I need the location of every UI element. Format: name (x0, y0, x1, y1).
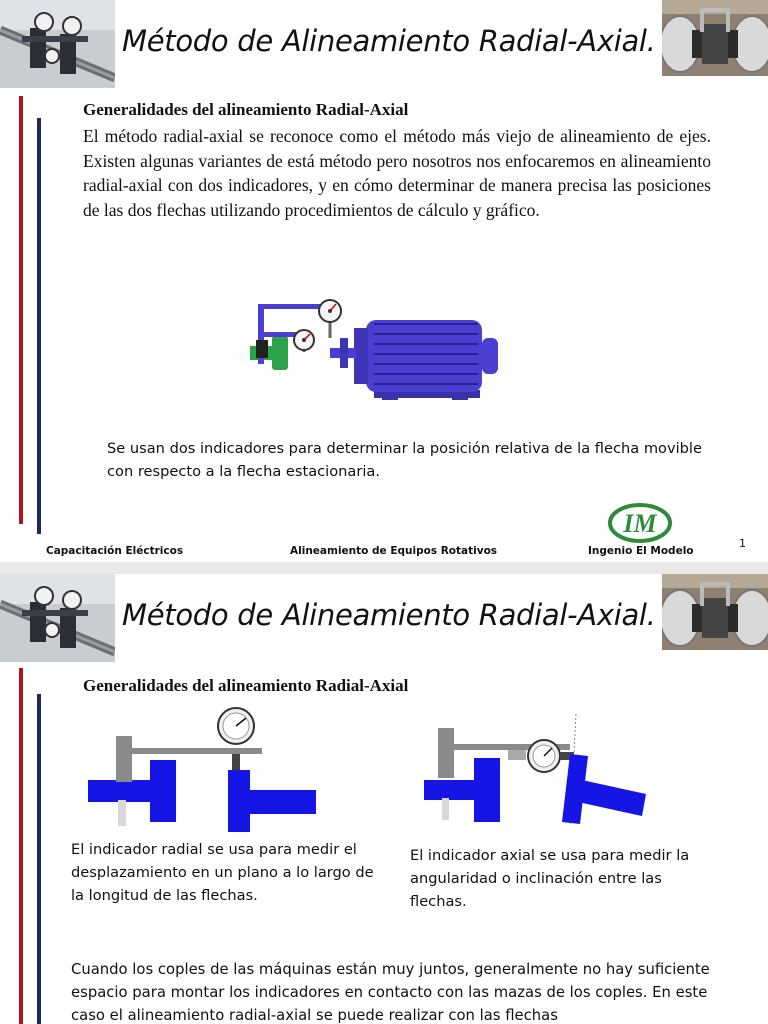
accent-bar-navy (37, 694, 41, 1024)
radial-indicator-diagram (86, 704, 318, 834)
alignment-fixture-photo (0, 574, 115, 662)
section-heading: Generalidades del alineamiento Radial-Axial (83, 100, 409, 119)
axial-caption: El indicador axial se usa para medir la angularidad o inclinación entre las flechas. (410, 847, 690, 910)
slide-title: Método de Alineamiento Radial-Axial. (122, 24, 656, 58)
footer-right: Ingenio El Modelo (588, 545, 694, 557)
footer-center: Alineamiento de Equipos Rotativos (290, 545, 498, 557)
slide-title: Método de Alineamiento Radial-Axial. (122, 598, 656, 632)
accent-bar-navy (37, 118, 41, 534)
intro-paragraph: El método radial-axial se reconoce como el método más viejo de alineamiento de ejes. Existen algunas variantes de está método pero nosotros nos enfocaremos en alineamiento radial-axial con dos indicadores, y en cómo determinar de manera precisa las posiciones de las dos flechas utilizando procedimientos de cálculo y gráfico. (83, 126, 711, 220)
motor-indicator-diagram (246, 294, 502, 408)
accent-bar-red (19, 96, 23, 524)
closing-paragraph: Cuando los coples de las máquinas están muy juntos, generalmente no hay suficiente espacio para montar los indicadores en contacto con las mazas de los coples. En este caso el alineamiento radial-axial se puede realizar con las flechas (71, 961, 710, 1024)
page-number: 1 (739, 537, 746, 550)
ingenio-logo (608, 503, 672, 548)
slide-2 (0, 574, 768, 1024)
axial-indicator-diagram (420, 714, 656, 834)
coupling-photo (662, 0, 768, 76)
section-heading: Generalidades del alineamiento Radial-Axial (83, 676, 409, 695)
coupling-photo (662, 574, 768, 650)
slide-separator (0, 562, 768, 574)
logo-text: IM (623, 509, 657, 538)
radial-caption: El indicador radial se usa para medir el desplazamiento en un plano a lo largo de la longitud de las flechas. (71, 841, 374, 904)
footer-left: Capacitación Eléctricos (46, 545, 184, 557)
diagram-caption: Se usan dos indicadores para determinar la posición relativa de la flecha movible con respecto a la flecha estacionaria. (107, 440, 702, 480)
accent-bar-red (19, 668, 23, 1024)
alignment-fixture-photo (0, 0, 115, 88)
